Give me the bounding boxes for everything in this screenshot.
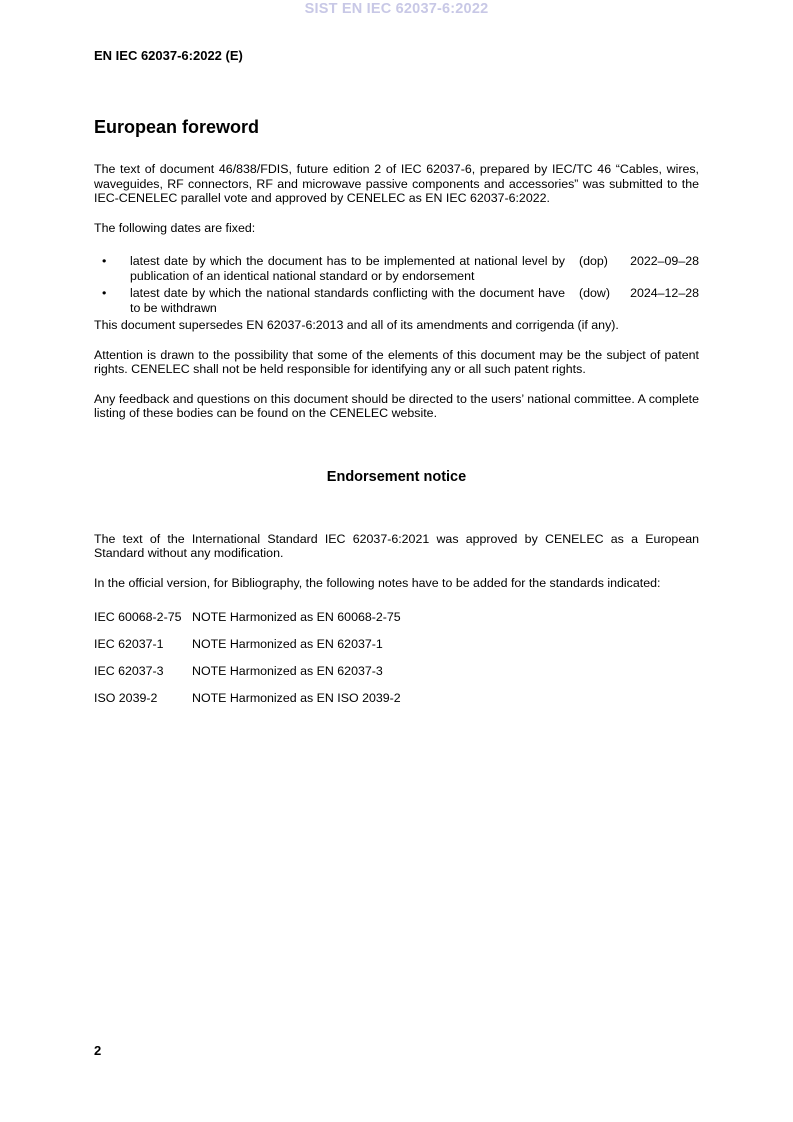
list-item <box>94 664 699 679</box>
watermark-header: SIST EN IEC 62037-6:2022 <box>304 1 489 17</box>
bullet-icon: • <box>102 254 107 268</box>
list-item <box>94 610 699 625</box>
note-text: NOTE Harmonized as EN 62037-1 <box>192 637 383 651</box>
endorsement-paragraph-1: The text of the International Standard IEC 62037-6:2021 was approved by CENELEC as a European Standard without any modification. <box>94 531 699 560</box>
date-value: 2024–12–28 <box>630 286 699 300</box>
date-value: 2022–09–28 <box>630 254 699 268</box>
bibliography-notes <box>94 610 699 706</box>
foreword-title: European foreword <box>94 117 260 137</box>
note-standard: IEC 62037-1 <box>94 637 164 651</box>
list-item <box>94 637 699 652</box>
page-content <box>94 116 699 718</box>
note-standard: ISO 2039-2 <box>94 691 158 705</box>
endorsement-title: Endorsement notice <box>326 468 467 485</box>
note-text: NOTE Harmonized as EN ISO 2039-2 <box>192 691 401 705</box>
date-description: latest date by which the national standards conflicting with the document have to be withdrawn <box>130 286 565 315</box>
foreword-paragraph-4: Attention is drawn to the possibility that some of the elements of this document may be the subject of patent rights. CENELEC shall not be held responsible for identifying any or all such patent rights. <box>94 347 699 376</box>
date-code: (dop) <box>579 254 608 268</box>
page-number: 2 <box>94 1043 102 1058</box>
document-identifier: EN IEC 62037-6:2022 (E) <box>94 48 243 63</box>
foreword-paragraph-3: This document supersedes EN 62037-6:2013 and all of its amendments and corrigenda (if any). <box>94 318 619 332</box>
note-standard: IEC 60068-2-75 <box>94 610 182 624</box>
foreword-paragraph-2: The following dates are fixed: <box>94 220 256 235</box>
bullet-icon: • <box>102 286 107 300</box>
note-text: NOTE Harmonized as EN 62037-3 <box>192 664 383 678</box>
list-item <box>94 691 699 706</box>
note-text: NOTE Harmonized as EN 60068-2-75 <box>192 610 401 624</box>
endorsement-paragraph-2: In the official version, for Bibliography, the following notes have to be added for the standards indicated: <box>94 575 661 590</box>
foreword-paragraph-1: The text of document 46/838/FDIS, future edition 2 of IEC 62037-6, prepared by IEC/TC 46 “Cables, wires, waveguides, RF connectors, RF and microwave passive components and accessories” was submitted to the IEC-CENELEC parallel vote and approved by CENELEC as EN IEC 62037-6:2022. <box>94 162 699 205</box>
dates-list <box>94 254 699 315</box>
date-code: (dow) <box>579 286 610 300</box>
foreword-paragraph-5: Any feedback and questions on this document should be directed to the users’ national committee. A complete listing of these bodies can be found on the CENELEC website. <box>94 391 699 420</box>
date-description: latest date by which the document has to be implemented at national level by publication of an identical national standard or by endorsement <box>130 254 565 283</box>
note-standard: IEC 62037-3 <box>94 664 164 678</box>
list-item <box>94 254 699 283</box>
list-item <box>94 286 699 315</box>
